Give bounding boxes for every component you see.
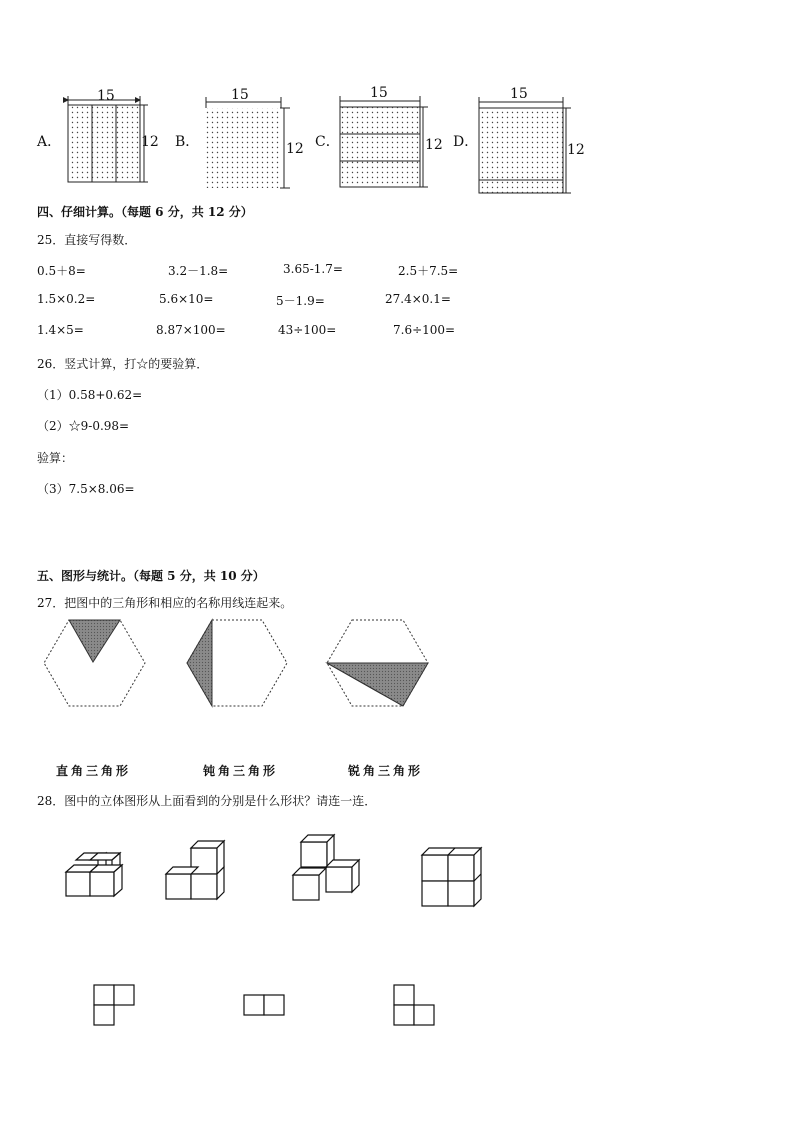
calc-item: 3.2－1.8= (168, 264, 229, 278)
calc-item: 2.5＋7.5= (398, 264, 459, 278)
option-d-width: 15 (510, 86, 528, 102)
q28-figures (0, 820, 794, 1040)
solid-shape-2[interactable] (166, 841, 224, 899)
option-d-figure (479, 97, 571, 193)
q26-stem: 26．竖式计算，打☆的要验算． (37, 357, 209, 371)
solid-shape-1[interactable] (66, 853, 122, 896)
calc-item: 27.4×0.1= (385, 292, 451, 306)
name-right-triangle[interactable]: 直角三角形 (56, 764, 132, 778)
option-b-width: 15 (231, 87, 249, 103)
hexagon-acute-triangle[interactable] (44, 620, 145, 706)
solid-shape-3[interactable] (293, 835, 359, 900)
calc-item: 7.6÷100= (393, 323, 456, 337)
q26-item-1: （1）0.58+0.62= (37, 388, 143, 402)
calc-item: 8.87×100= (156, 323, 226, 337)
calc-item: 43÷100= (278, 323, 337, 337)
q26-item-3: （3）7.5×8.06= (37, 482, 135, 496)
option-b-label[interactable]: B． (175, 134, 200, 150)
calc-item: 0.5＋8= (37, 264, 86, 278)
option-d-height: 12 (567, 142, 585, 158)
option-a-label[interactable]: A． (37, 134, 62, 150)
top-view-1[interactable] (94, 985, 134, 1025)
q27-hexagons (0, 610, 794, 740)
section4-title: 四、仔细计算。（每题 6 分，共 12 分） (37, 205, 253, 219)
q24-figures (0, 0, 794, 220)
q26-verify-label: 验算： (37, 451, 74, 465)
option-a-width: 15 (97, 88, 115, 104)
option-c-figure (340, 96, 428, 187)
solid-shape-4[interactable] (422, 848, 481, 906)
calc-item: 5.6×10= (159, 292, 214, 306)
top-view-3[interactable] (394, 985, 434, 1025)
option-c-width: 15 (370, 85, 388, 101)
option-a-figure (68, 96, 148, 182)
q26-item-2: （2）☆9-0.98= (37, 419, 130, 433)
option-c-label[interactable]: C． (315, 134, 340, 150)
hexagon-right-triangle[interactable] (187, 620, 287, 706)
calc-item: 5－1.9= (276, 294, 325, 308)
option-b-figure (206, 97, 290, 188)
calc-item: 3.65-1.7= (283, 262, 343, 276)
option-b-height: 12 (286, 141, 304, 157)
q25-stem: 25．直接写得数． (37, 233, 137, 247)
hexagon-obtuse-triangle[interactable] (327, 620, 428, 706)
calc-item: 1.4×5= (37, 323, 84, 337)
option-c-height: 12 (425, 137, 443, 153)
top-view-2[interactable] (244, 995, 284, 1015)
calc-item: 1.5×0.2= (37, 292, 96, 306)
q28-stem: 28．图中的立体图形从上面看到的分别是什么形状？请连一连． (37, 794, 377, 808)
section5-title: 五、图形与统计。（每题 5 分，共 10 分） (37, 569, 265, 583)
option-a-height: 12 (141, 134, 159, 150)
name-obtuse-triangle[interactable]: 钝角三角形 (203, 764, 279, 778)
name-acute-triangle[interactable]: 锐角三角形 (348, 764, 424, 778)
q27-stem: 27．把图中的三角形和相应的名称用线连起来。 (37, 596, 293, 610)
option-d-label[interactable]: D． (453, 134, 479, 150)
